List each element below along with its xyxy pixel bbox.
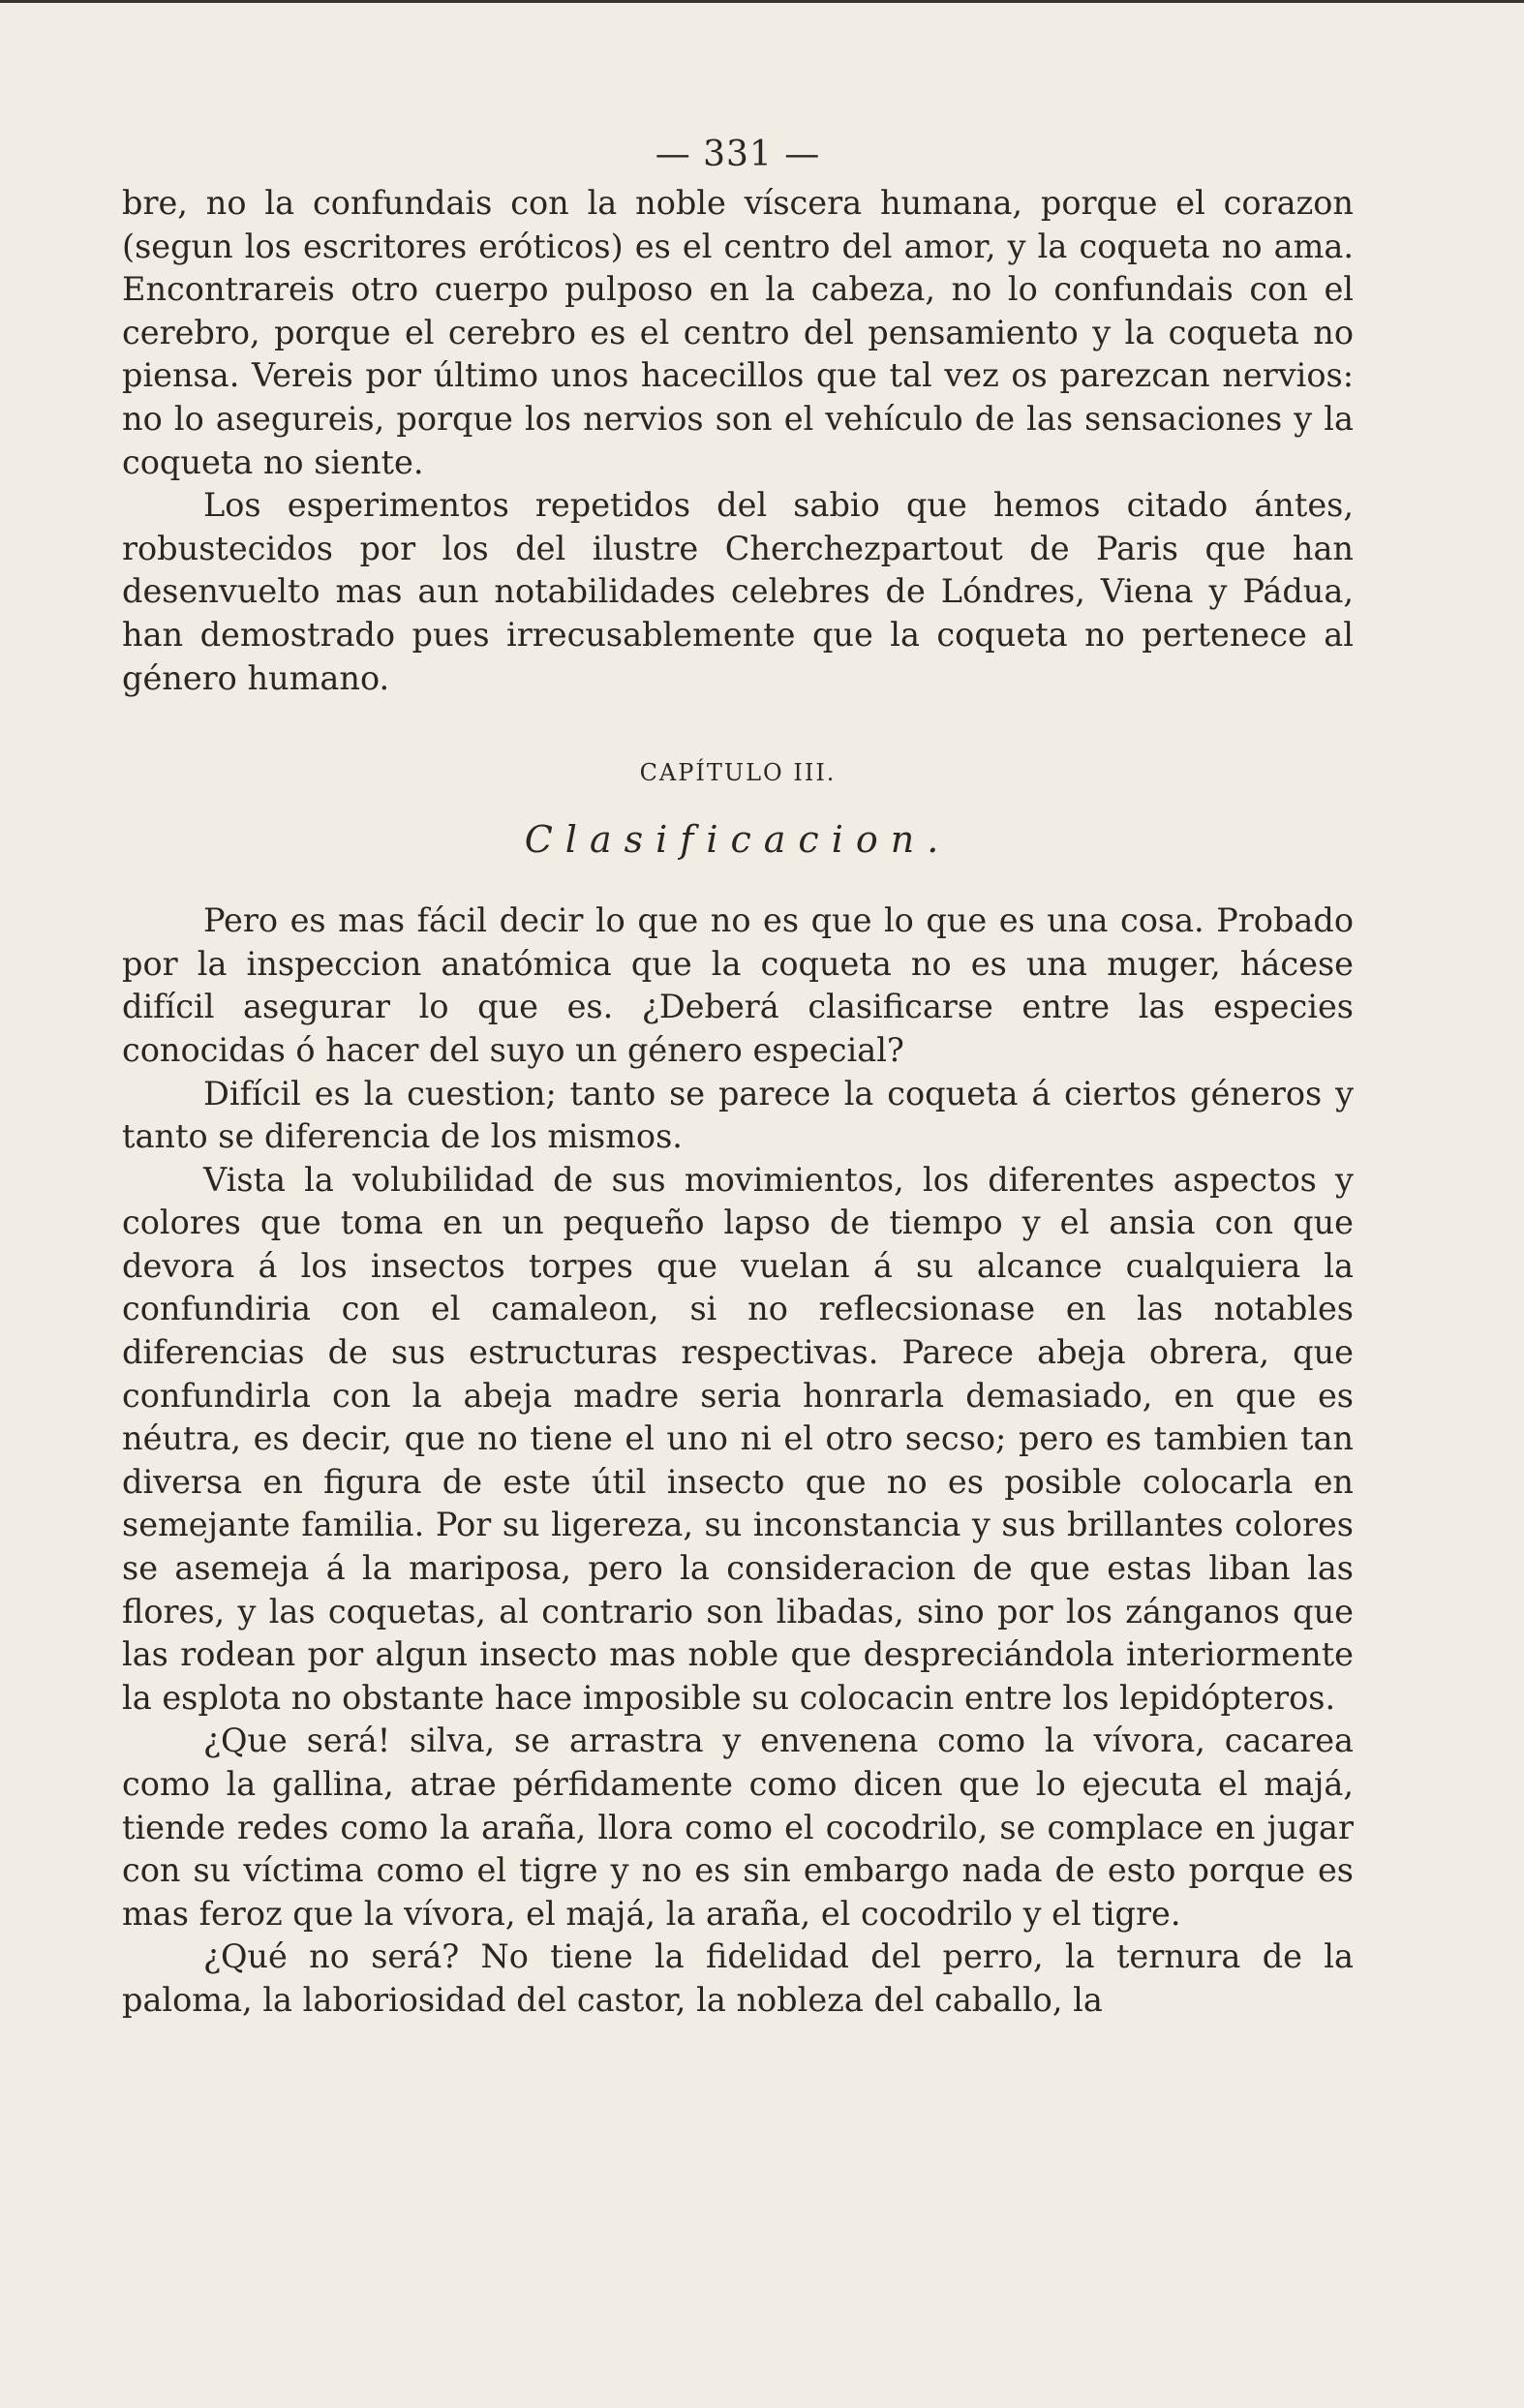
section-title: Clasificacion.: [524, 818, 952, 862]
paragraph-what-is-it: ¿Que será! silva, se arrastra y envenena como la vívora, cacarea como la gallina, atrae pérfidamente como dicen que lo ejecuta el majá, tiende redes como la araña, llora como el cocodrilo, se complace en jugar con su víctima como el tigre y no es sin embargo nada de esto porque es mas feroz que la vívora, el majá, la araña, el cocodrilo y el tigre.: [122, 1722, 1354, 1933]
top-edge-rule: [0, 0, 1524, 3]
chapter-heading: CAPÍTULO III.: [639, 759, 837, 787]
paragraph-difficult-question: Difícil es la cuestion; tanto se parece la coqueta á ciertos géneros y tanto se diferencia de los mismos.: [122, 1074, 1354, 1156]
book-page: [122, 134, 1354, 2023]
page-number: — 331 —: [655, 135, 821, 174]
paragraph-experiments: Los esperimentos repetidos del sabio que hemos citado ántes, robustecidos por los del ilustre Cherchezpartout de Paris que han desenvuelto mas aun notabilidades celebres de Lóndres, Viena y Pádua, han demostrado pues irrecusablemente que la coqueta no pertenece al género humano.: [122, 486, 1354, 697]
paragraph-comparisons: Vista la volubilidad de sus movimientos, los diferentes aspectos y colores que toma en un pequeño lapso de tiempo y el ansia con que devora á los insectos torpes que vuelan á su alcance cualquiera la confundiria con el camaleon, si no reflecsionase en las notables diferencias de sus estructuras respectivas. Parece abeja obrera, que confundirla con la abeja madre seria honrarla demasiado, en que es néutra, es decir, que no tiene el uno ni el otro secso; pero es tambien tan diversa en figura de este útil insecto que no es posible colocarla en semejante familia. Por su ligereza, su inconstancia y sus brillantes colores se asemeja á la mariposa, pero la consideracion de que estas liban las flores, y las coquetas, al contrario son libadas, sino por los zánganos que las rodean por algun insecto mas noble que despreciándola interiormente la esplota no obstante hace imposible su colocacin entre los lepidópteros.: [122, 1160, 1354, 1717]
paragraph-classification-intro: Pero es mas fácil decir lo que no es que lo que es una cosa. Probado por la inspeccion anatómica que la coqueta no es una muger, hácese difícil asegurar lo que es. ¿Deberá clasificarse entre las especies conocidas ó hacer del suyo un género especial?: [122, 901, 1354, 1069]
paragraph-what-is-it-not: ¿Qué no será? No tiene la fidelidad del perro, la ternura de la paloma, la laboriosidad del castor, la nobleza del caballo, la: [122, 1937, 1354, 2019]
paragraph-continued: bre, no la confundais con la noble víscera humana, porque el corazon (segun los escritores eróticos) es el centro del amor, y la coqueta no ama. Encontrareis otro cuerpo pulposo en la cabeza, no lo confundais con el cerebro, porque el cerebro es el centro del pensamiento y la coqueta no piensa. Vereis por último unos hacecillos que tal vez os parezcan nervios: no lo asegureis, porque los nervios son el vehículo de las sensaciones y la coqueta no siente.: [122, 184, 1354, 481]
